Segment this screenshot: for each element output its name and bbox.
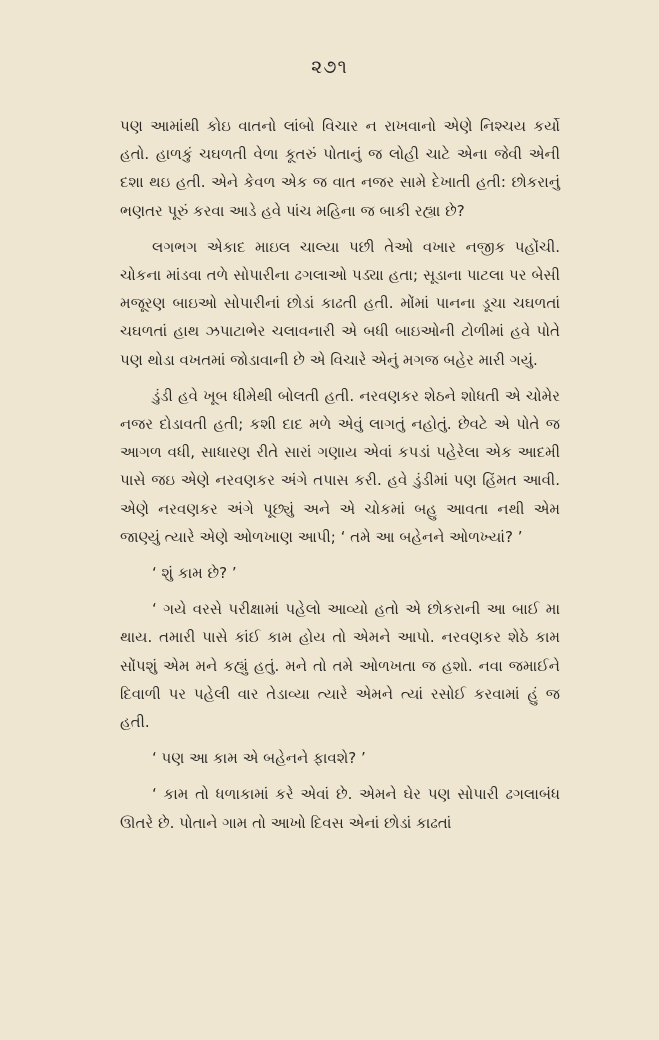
paragraph: ડુંડી હવે ખૂબ ધીમેથી બોલતી હતી. નરવણકર શેઠને શોધતી એ ચોમેર નજર દોડાવતી હતી; કશી દાદ મળે એવું લાગતું નહોતું. છેવટે એ પોતે જ આગળ વધી, સાધારણ રીતે સારાં ગણાય એવાં કપડાં પહેરેલા એક આદમી પાસે જઇ એણે નરવણકર અંગે તપાસ કરી. હવે ડુંડીમાં પણ હિંમત આવી. એણે નરવણકર અંગે પૂછ્યું અને એ ચોકમાં બહુ આવતા નથી એમ જાણ્યું ત્યારે એણે ઓળખાણ આપી; ‘ તમે આ બહેનને ઓળખ્યાં? ’: [120, 386, 560, 546]
dialogue-line: ‘ ગયે વરસે પરીક્ષામાં પહેલો આવ્યો હતો એ છોકરાની આ બાઈ મા થાય. તમારી પાસે કાંઈ કામ હોય તો એમને આપો. નરવણકર શેઠે કામ સોંપશું એમ મને કહ્યું હતું. મને તો તમે ઓળખતા જ હશો. નવા જમાઈને દિવાળી પર પહેલી વાર તેડાવ્યા ત્યારે એમને ત્યાં રસોઈ કરવામાં હું જ હતી.: [120, 600, 560, 732]
paragraph: લગભગ એકાદ માઇલ ચાલ્યા પછી તેઓ વખાર નજીક પહોંચી. ચોકના માંડવા તળે સોપારીના ઢગલાઓ પડ્યા હતા; સૂડાના પાટલા પર બેસી મજૂરણ બાઇઓ સોપારીનાં છોડાં કાઢતી હતી. મોંમાં પાનના ડૂચા ચઘળતાં ચઘળતાં હાથ ઝપાટાભેર ચલાવનારી એ બધી બાઇઓની ટોળીમાં હવે પોતે પણ થોડા વખતમાં જોડાવાની છે એ વિચારે એનું મગજ બહેર મારી ગયું.: [120, 237, 560, 369]
dialogue-line: ‘ શું કામ છે? ’: [152, 564, 237, 583]
paragraph: પણ આમાંથી કોઇ વાતનો લાંબો વિચાર ન રાખવાનો એણે નિશ્ચય કર્યો હતો. હાળકું ચઘળતી વેળા કૂતરું પોતાનું જ લોહી ચાટે એના જેવી એની દશા થઇ હતી. એને કેવળ એક જ વાત નજર સામે દેખાતી હતી: છોકરાનું ભણતર પૂરું કરવા આડે હવે પાંચ મહિના જ બાકી રહ્યા છે?: [120, 117, 560, 220]
dialogue-line: ‘ પણ આ કામ એ બહેનને ફાવશે? ’: [152, 749, 366, 768]
dialogue-line: ‘ કામ તો ધળાકામાં કરે એવાં છે. એમને ઘેર પણ સોપારી ઢગલાબંધ ઊતરે છે. પોતાને ગામ તો આખો દિવસ એનાં છોડાં કાઢતાં: [120, 785, 560, 832]
page-number: ૨૭૧: [311, 56, 348, 78]
body-text: [120, 112, 560, 845]
